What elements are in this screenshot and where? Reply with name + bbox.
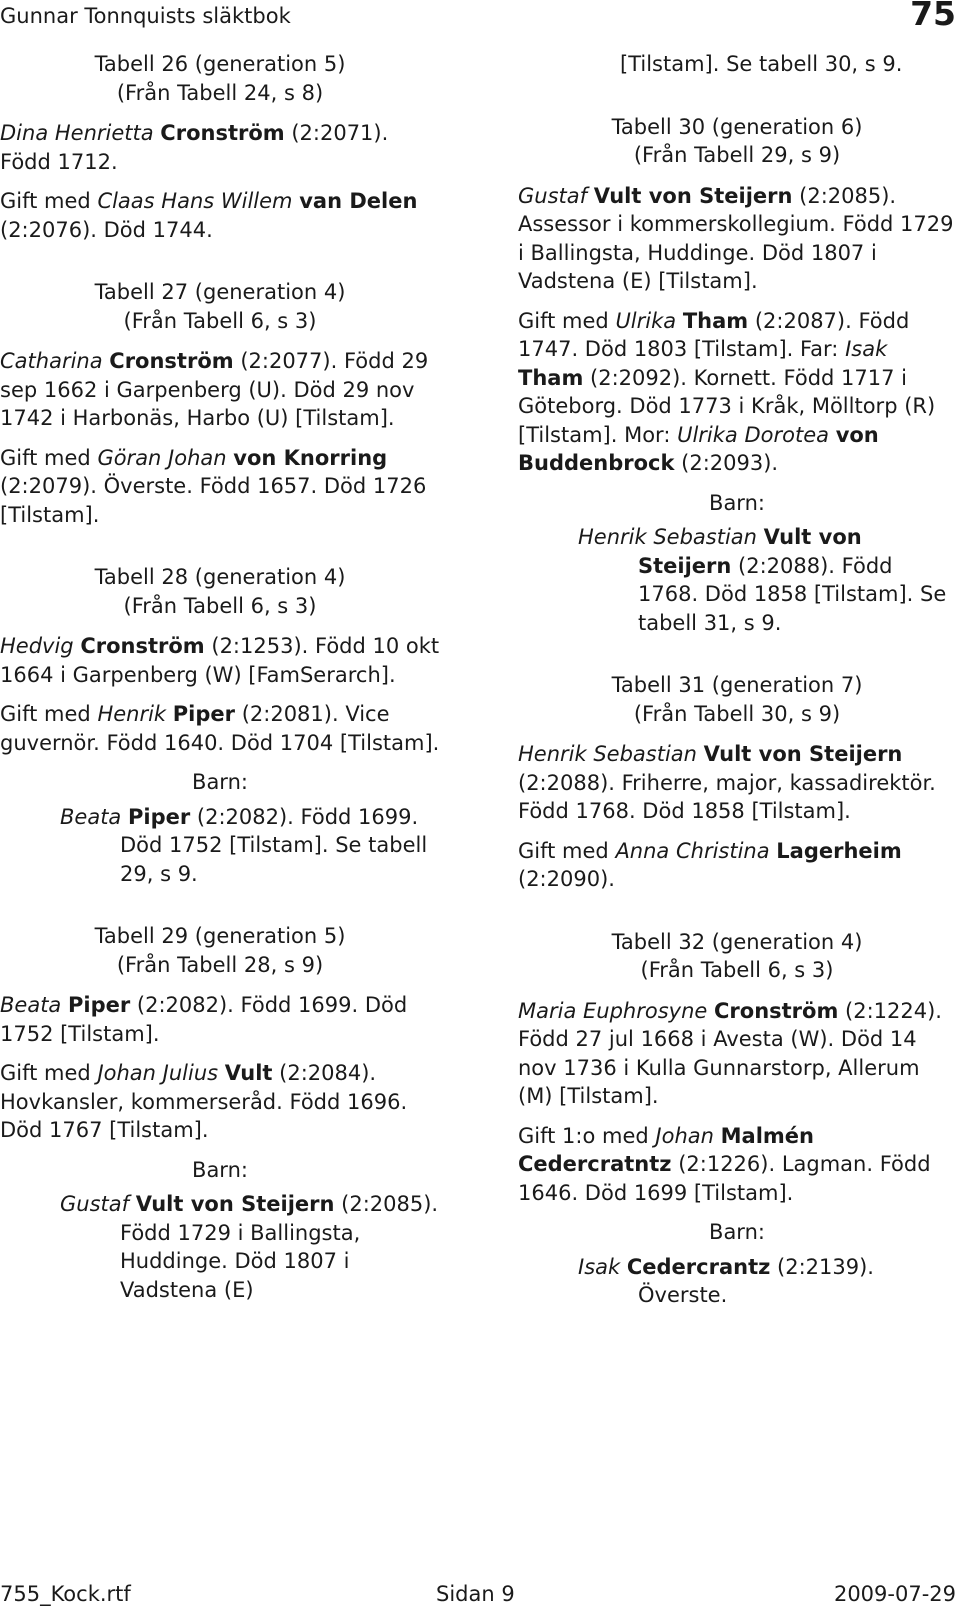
details: (2:1224). Född 27 jul 1668 i Avesta (W). Död 14 nov 1736 i Kulla Gunnarstorp, Allerum (M) [Tilstam]. [518, 998, 942, 1108]
details: (2:2085). Född 1729 i Ballingsta, Huddinge. Död 1807 i Vadstena (E) [120, 1192, 439, 1302]
table-source: (Från Tabell 30, s 9) [633, 701, 841, 726]
mother-surname: von Buddenbrock [518, 422, 879, 475]
surname: Vult von Steijern [703, 742, 903, 766]
surname: Vult von Steijern [593, 183, 793, 208]
label: Gift 1:o med [518, 1123, 649, 1148]
details: (2:2088). Friherre, major, kassadirektör. Född 1768. Död 1858 [Tilstam]. [518, 770, 936, 823]
label: Gift med [518, 308, 609, 333]
label: Gift med [0, 1061, 91, 1085]
footer-page: Sidan 9 [436, 1582, 515, 1606]
page-number: 75 [910, 0, 956, 33]
book-title: Gunnar Tonnquists släktbok [0, 4, 291, 28]
details: (2:2085). Assessor i kommerskollegium. Född 1729 i Ballingsta, Huddinge. Död 1807 i Vadstena (E) [Tilstam]. [518, 183, 954, 293]
details: (2:2077). Född 29 sep 1662 i Garpenberg (U). Död 29 nov 1742 i Harbonäs, Harbo (U) [Tilstam]. [0, 349, 429, 430]
details: (2:1253). Född 10 okt 1664 i Garpenberg (W) [FamSerarch]. [0, 634, 440, 687]
person-paragraph [518, 182, 956, 296]
surname: Cedercrantz [626, 1254, 771, 1279]
label: Gift med [0, 189, 91, 213]
given-name: Henrik Sebastian [578, 525, 757, 549]
person-paragraph [0, 991, 440, 1048]
given-name: Beata [60, 804, 122, 829]
entry [0, 632, 440, 888]
table-title: Tabell 28 (generation 4) [94, 565, 346, 589]
children-label: Barn: [192, 1157, 248, 1182]
spouse-paragraph [518, 837, 956, 894]
surname: Cronström [80, 634, 205, 658]
table-source: (Från Tabell 29, s 9) [633, 143, 841, 167]
table-29 [0, 922, 440, 1304]
table-title: Tabell 26 (generation 5) [94, 52, 346, 76]
page-footer [0, 1580, 960, 1610]
label: Gift med [0, 445, 91, 470]
surname: von Knorring [233, 445, 388, 470]
table-source: (Från Tabell 28, s 9) [116, 952, 324, 977]
left-column [0, 50, 440, 1338]
given-name: Henrik Sebastian [518, 742, 697, 766]
details: (2:2082). Född 1699. Död 1752 [Tilstam]. Se tabell 29, s 9. [120, 804, 428, 886]
footer-date: 2009-07-29 [833, 1582, 956, 1606]
details: (2:2071). Född 1712. [0, 121, 389, 174]
table-heading [0, 922, 440, 979]
child-entry [0, 1190, 440, 1304]
person-paragraph [518, 997, 956, 1111]
mother-given-name: Ulrika Dorotea [677, 422, 829, 447]
table-title: Tabell 29 (generation 5) [94, 924, 346, 948]
entry [518, 997, 956, 1310]
given-name: Maria Euphrosyne [518, 998, 708, 1023]
spouse-paragraph [0, 700, 440, 757]
continued-child-entry: [Tilstam]. Se tabell 30, s 9. [620, 52, 903, 76]
surname: Cronström [160, 121, 285, 145]
given-name: Anna Christina [615, 838, 770, 863]
details: (2:1226). Lagman. Född 1646. Död 1699 [Tilstam]. [518, 1152, 931, 1205]
father-surname: Tham [518, 365, 584, 390]
entry [518, 182, 956, 638]
table-30 [518, 113, 956, 638]
mother-details: (2:2093). [681, 451, 779, 475]
given-name: Catharina [0, 349, 103, 373]
spouse-paragraph [518, 1122, 956, 1208]
table-heading [518, 928, 956, 985]
surname: Cronström [714, 998, 839, 1023]
table-source: (Från Tabell 6, s 3) [123, 593, 317, 618]
table-title: Tabell 27 (generation 4) [94, 280, 346, 304]
table-title: Tabell 32 (generation 4) [611, 929, 863, 954]
given-name: Gustaf [60, 1192, 130, 1216]
table-26 [0, 50, 440, 244]
person-paragraph [0, 347, 440, 433]
child-entry [518, 1253, 956, 1310]
table-27 [0, 278, 440, 529]
table-heading [518, 113, 956, 170]
given-name: Dina Henrietta [0, 121, 154, 145]
surname: Vult von Steijern [135, 1192, 335, 1216]
given-name: Beata [0, 993, 62, 1017]
details: (2:2087). Född 1747. Död 1803 [Tilstam]. Far: [518, 308, 910, 361]
person-paragraph [0, 119, 440, 176]
details: (2:2081). Vice guvernör. Född 1640. Död 1704 [Tilstam]. [0, 702, 440, 755]
footer-filename: 755_Kock.rtf [0, 1582, 131, 1606]
entry [0, 119, 440, 244]
surname: Malmén Cedercratntz [518, 1123, 814, 1176]
given-name: Gustaf [518, 183, 588, 208]
table-title: Tabell 30 (generation 6) [611, 114, 863, 139]
details: (2:2088). Född 1768. Död 1858 [Tilstam]. Se tabell 31, s 9. [638, 553, 947, 635]
given-name: Henrik [97, 702, 167, 726]
surname: Lagerheim [776, 838, 902, 863]
table-heading [0, 50, 440, 107]
children-label: Barn: [709, 1220, 765, 1244]
label: Gift med [0, 702, 91, 726]
given-name: Claas Hans Willem [97, 189, 293, 213]
entry [518, 740, 956, 894]
surname: Tham [682, 308, 749, 333]
given-name: Johan [655, 1123, 714, 1148]
table-title: Tabell 31 (generation 7) [611, 673, 863, 697]
surname: Piper [172, 702, 236, 726]
surname: Piper [68, 993, 131, 1017]
table-31 [518, 671, 956, 894]
child-entry [0, 803, 440, 889]
surname: Vult [224, 1061, 273, 1085]
surname: van Delen [299, 189, 418, 213]
child-entry [518, 523, 956, 637]
spouse-paragraph [0, 1059, 440, 1145]
entry [0, 991, 440, 1304]
table-source: (Från Tabell 24, s 8) [116, 80, 324, 105]
spouse-paragraph [0, 444, 440, 530]
given-name: Ulrika [615, 308, 677, 333]
person-paragraph [0, 632, 440, 689]
spouse-paragraph [518, 307, 956, 478]
children-label: Barn: [192, 770, 248, 794]
label: Gift med [518, 838, 609, 863]
given-name: Göran Johan [97, 445, 227, 470]
children-label: Barn: [709, 490, 765, 515]
table-32 [518, 928, 956, 1310]
given-name: Isak [578, 1254, 621, 1279]
details: (2:2139). Överste. [638, 1254, 874, 1307]
surname: Cronström [109, 349, 234, 373]
details: (2:2090). [518, 867, 615, 891]
table-source: (Från Tabell 6, s 3) [640, 958, 834, 982]
entry [0, 347, 440, 529]
table-source: (Från Tabell 6, s 3) [123, 308, 317, 333]
table-heading [0, 563, 440, 620]
surname: Vult von Steijern [638, 525, 862, 578]
right-column [518, 50, 956, 1344]
details: (2:2079). Överste. Född 1657. Död 1726 [Tilstam]. [0, 474, 427, 527]
table-heading [518, 671, 956, 728]
person-paragraph [518, 740, 956, 826]
father-details: (2:2092). Kornett. Född 1717 i Göteborg. Död 1773 i Kråk, Mölltorp (R) [Tilstam]. Mor: [518, 365, 936, 447]
spouse-paragraph [0, 187, 440, 244]
given-name: Hedvig [0, 634, 74, 658]
details: (2:2084). Hovkansler, kommerseråd. Född 1696. Död 1767 [Tilstam]. [0, 1061, 408, 1142]
surname: Piper [128, 804, 191, 829]
table-28 [0, 563, 440, 888]
details: (2:2082). Född 1699. Död 1752 [Tilstam]. [0, 993, 408, 1046]
page-header [0, 0, 960, 34]
father-given-name: Isak [845, 337, 888, 361]
details: (2:2076). Död 1744. [0, 217, 213, 242]
table-heading [0, 278, 440, 335]
given-name: Johan Julius [97, 1061, 219, 1085]
